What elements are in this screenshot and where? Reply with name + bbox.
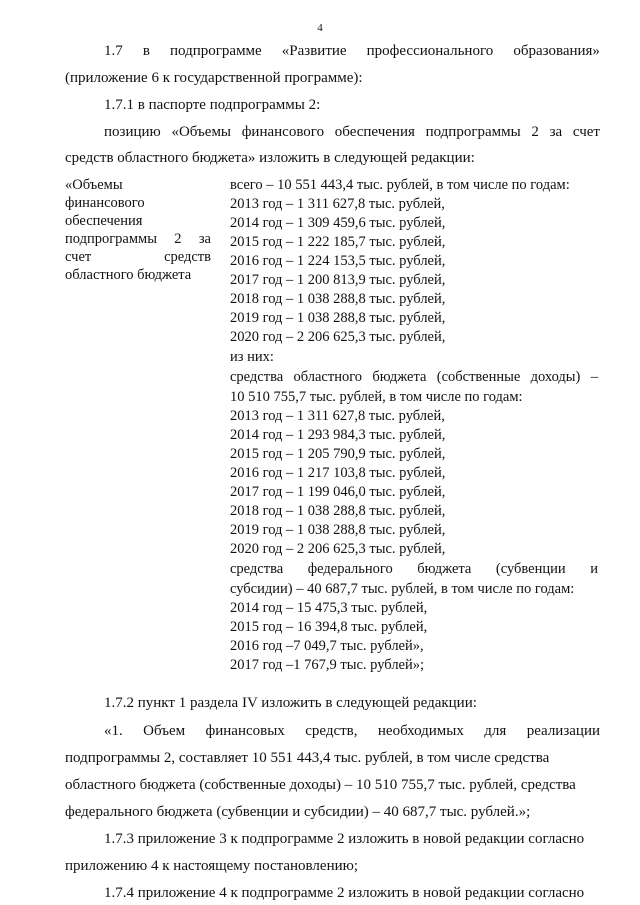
quote-line: областного бюджета (собственные доходы) – 10 510 755,7 тыс. рублей, средства: [65, 777, 576, 793]
word: счет: [572, 124, 600, 140]
word: «Объемы: [171, 124, 232, 140]
right-col-line: 2014 год – 1 309 459,6 тыс. рублей,: [230, 215, 446, 231]
word: образования»: [513, 43, 600, 59]
right-col-line: 2014 год – 1 293 984,3 тыс. рублей,: [230, 427, 446, 443]
section-1-7-1: 1.7.1 в паспорте подпрограммы 2:: [104, 97, 321, 113]
left-col-line: областного бюджета: [65, 267, 192, 283]
word: средств: [164, 249, 211, 265]
right-col-line: 2020 год – 2 206 625,3 тыс. рублей,: [230, 329, 446, 345]
right-col-line: всего – 10 551 443,4 тыс. рублей, в том числе по годам:: [230, 177, 570, 193]
word: –: [590, 369, 598, 385]
section-1-7-line2: (приложение 6 к государственной программе):: [65, 70, 363, 86]
right-col-line: 2013 год – 1 311 627,8 тыс. рублей,: [230, 408, 445, 424]
word: позицию: [104, 124, 161, 140]
word: 2: [174, 231, 182, 247]
right-col-line: 2016 год – 1 224 153,5 тыс. рублей,: [230, 253, 446, 269]
section-1-7-3-line2: приложению 4 к настоящему постановлению;: [65, 858, 358, 874]
page-number: 4: [317, 22, 323, 34]
right-col-line: 2015 год – 16 394,8 тыс. рублей,: [230, 619, 428, 635]
right-col-line: субсидии) – 40 687,7 тыс. рублей, в том числе по годам:: [230, 581, 575, 597]
word: (субвенции: [495, 561, 566, 577]
quote-line: федерального бюджета (субвенции и субсидии) – 40 687,7 тыс. рублей.»;: [65, 804, 531, 820]
quote-line1: [104, 722, 600, 740]
word: обеспечения: [334, 124, 415, 140]
word: за: [549, 124, 563, 140]
word: финансового: [241, 124, 325, 140]
word: и: [590, 561, 598, 577]
word: подпрограммы: [65, 231, 157, 247]
word: бюджета: [372, 369, 427, 385]
right-col-line: 2019 год – 1 038 288,8 тыс. рублей,: [230, 310, 446, 326]
left-col-line: [65, 248, 211, 266]
right-col-line: 2014 год – 15 475,3 тыс. рублей,: [230, 600, 428, 616]
federal-line: [230, 560, 598, 578]
right-col-line: 10 510 755,7 тыс. рублей, в том числе по годам:: [230, 389, 523, 405]
word: финансовых: [205, 723, 285, 739]
right-col-line: 2018 год – 1 038 288,8 тыс. рублей,: [230, 503, 446, 519]
word: подпрограммы: [425, 124, 521, 140]
word: профессионального: [366, 43, 494, 59]
position-line1: [104, 123, 600, 141]
word: средств,: [305, 723, 358, 739]
right-col-line: 2018 год – 1 038 288,8 тыс. рублей,: [230, 291, 446, 307]
word: подпрограмме: [170, 43, 262, 59]
right-col-line: 2017 год – 1 199 046,0 тыс. рублей,: [230, 484, 446, 500]
word: в: [142, 43, 150, 59]
word: доходы): [530, 369, 581, 385]
quote-line: подпрограммы 2, составляет 10 551 443,4 тыс. рублей, в том числе средства: [65, 750, 550, 766]
word: областного: [293, 369, 363, 385]
left-col-line: финансового: [65, 195, 145, 211]
right-col-line: 2016 год –7 049,7 тыс. рублей»,: [230, 638, 424, 654]
word: 1.7: [104, 43, 123, 59]
right-col-line: 2019 год – 1 038 288,8 тыс. рублей,: [230, 522, 446, 538]
right-col-line: 2013 год – 1 311 627,8 тыс. рублей,: [230, 196, 445, 212]
word: средства: [230, 561, 284, 577]
right-col-line: 2020 год – 2 206 625,3 тыс. рублей,: [230, 541, 446, 557]
own-income-line: [230, 368, 598, 386]
word: для: [484, 723, 507, 739]
right-col-line: 2016 год – 1 217 103,8 тыс. рублей,: [230, 465, 446, 481]
left-col-line: обеспечения: [65, 213, 143, 229]
word: необходимых: [377, 723, 464, 739]
word: за: [198, 231, 211, 247]
left-col-line: «Объемы: [65, 177, 123, 193]
word: федерального: [307, 561, 393, 577]
right-col-line: 2017 год – 1 200 813,9 тыс. рублей,: [230, 272, 446, 288]
section-1-7-2: 1.7.2 пункт 1 раздела IV изложить в следующей редакции:: [104, 695, 477, 711]
position-line2: средств областного бюджета» изложить в следующей редакции:: [65, 150, 475, 166]
right-col-line: 2015 год – 1 222 185,7 тыс. рублей,: [230, 234, 446, 250]
left-col-line: [65, 230, 211, 248]
right-col-line: из них:: [230, 349, 274, 365]
passport-left-column: [65, 176, 211, 284]
word: 2: [531, 124, 539, 140]
word: бюджета: [417, 561, 472, 577]
word: (собственные: [436, 369, 521, 385]
right-col-line: 2015 год – 1 205 790,9 тыс. рублей,: [230, 446, 446, 462]
section-1-7-3-line1: 1.7.3 приложение 3 к подпрограмме 2 изложить в новой редакции согласно: [104, 831, 585, 847]
word: «Развитие: [281, 43, 347, 59]
word: средства: [230, 369, 284, 385]
right-col-line: 2017 год –1 767,9 тыс. рублей»;: [230, 657, 425, 673]
word: реализации: [526, 723, 600, 739]
word: Объем: [143, 723, 186, 739]
section-1-7-4-line1: 1.7.4 приложение 4 к подпрограмме 2 изложить в новой редакции согласно: [104, 885, 585, 901]
section-1-7-line1: [104, 42, 600, 60]
word: счет: [65, 249, 92, 265]
word: «1.: [104, 723, 123, 739]
